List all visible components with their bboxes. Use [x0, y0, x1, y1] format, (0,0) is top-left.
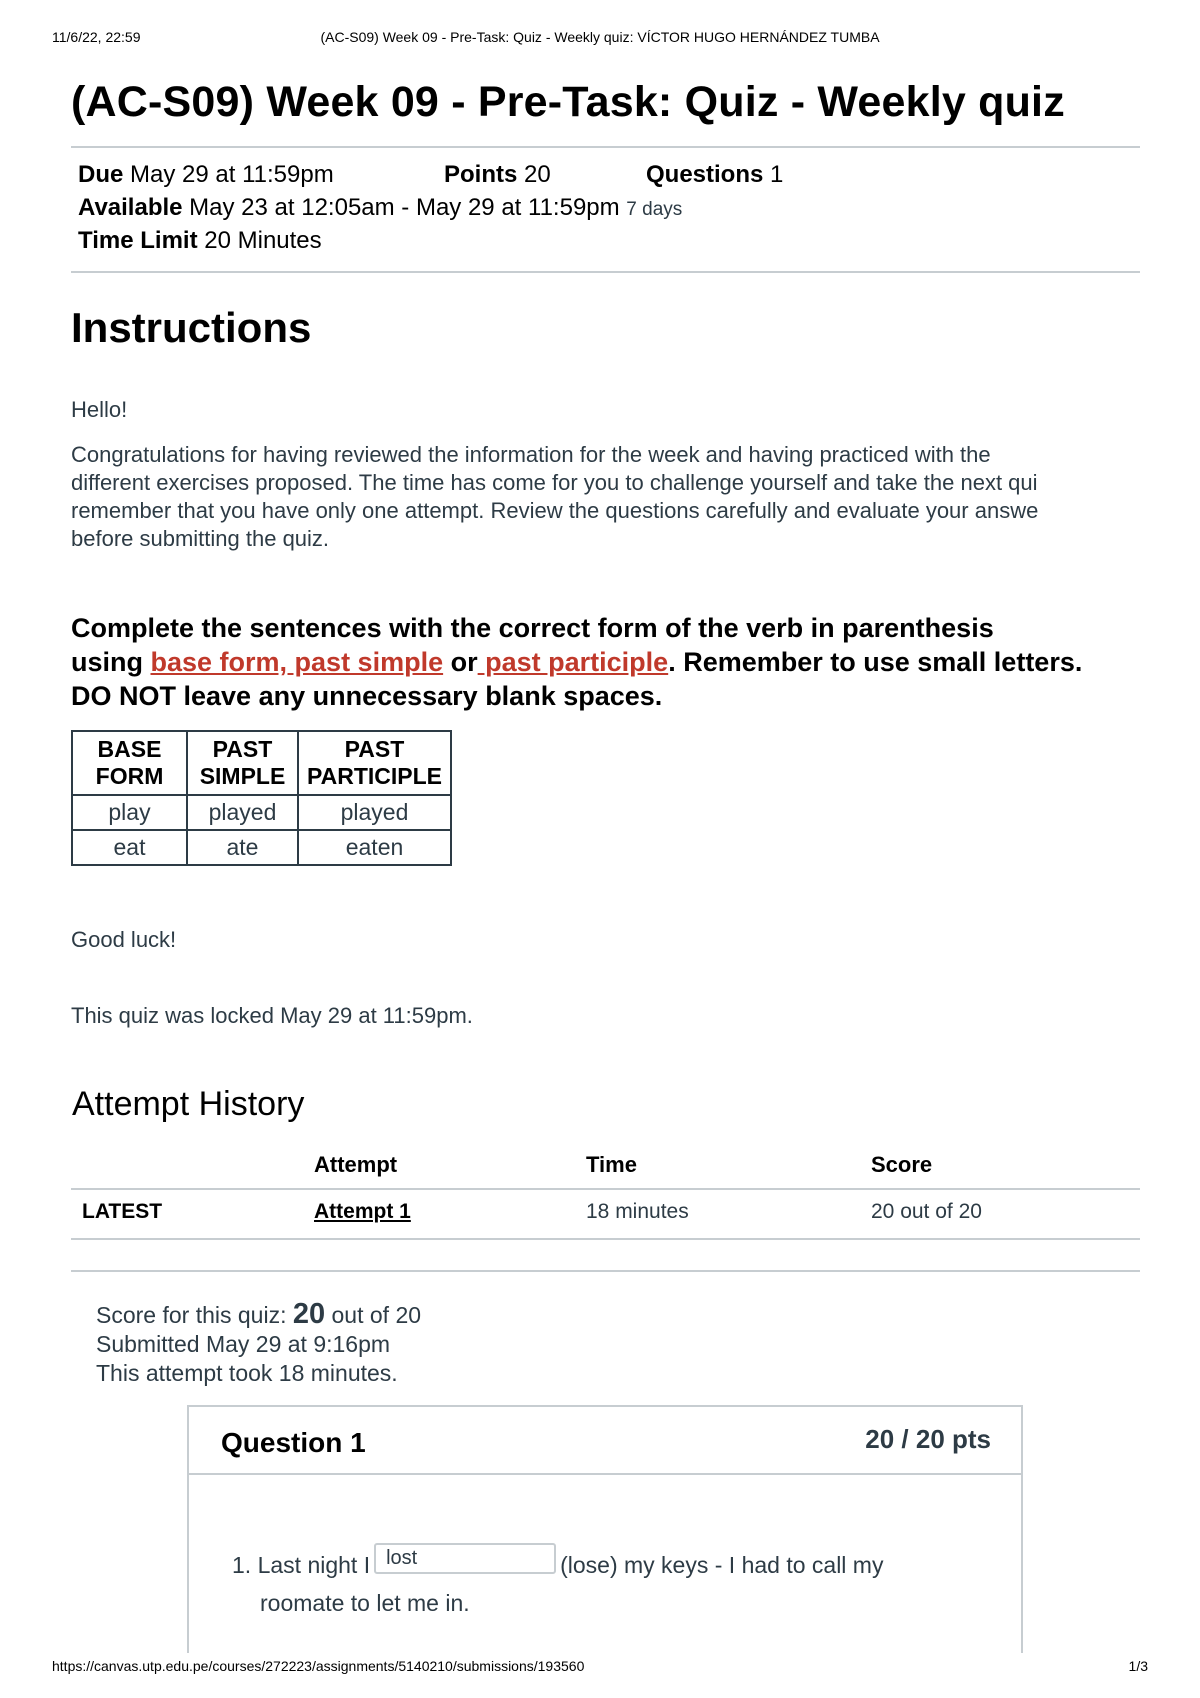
- table-header: BASE FORM: [72, 731, 187, 795]
- good-luck-text: Good luck!: [71, 927, 177, 952]
- question-points: 20 / 20 pts: [865, 1424, 991, 1454]
- question-item-continued: roomate to let me in.: [260, 1590, 470, 1616]
- time-limit-info: Time Limit 20 Minutes: [78, 227, 322, 254]
- attempt-history-header: Attempt Time Score: [314, 1152, 933, 1177]
- divider: [71, 1238, 1140, 1240]
- latest-label: LATEST: [82, 1200, 163, 1223]
- submitted-time: Submitted May 29 at 9:16pm: [96, 1331, 391, 1357]
- due-info: Due May 29 at 11:59pm: [78, 161, 334, 188]
- attempt-time: 18 minutes: [586, 1200, 689, 1223]
- table-row: [71, 1200, 1140, 1240]
- questions-info: Questions 1: [646, 161, 784, 188]
- available-duration: 7 days: [626, 199, 683, 220]
- task-instructions: Complete the sentences with the correct form of the verb in parenthesis using base form, past simple or past participle. Remember to use small letters. DO NOT leave any unnecessary blank spaces.: [71, 613, 1083, 711]
- table-row: eat ate eaten: [72, 830, 451, 865]
- instructions-body: Congratulations for having reviewed the information for the week and having practiced with the different exercises proposed. The time has come for you to challenge yourself and take the next qui remember that you have only one attempt. Review the questions carefully and evaluate your answe before submitting the quiz.: [71, 442, 1039, 551]
- question-card: [187, 1405, 1023, 1653]
- score-summary: [96, 1300, 421, 1388]
- divider: [71, 146, 1140, 148]
- attempt-1-link[interactable]: Attempt 1: [314, 1200, 411, 1223]
- divider: [71, 271, 1140, 273]
- print-datetime: 11/6/22, 22:59: [52, 29, 141, 45]
- availability-info: Available May 23 at 12:05am - May 29 at 11:59pm 7 days: [78, 194, 683, 221]
- attempt-duration: This attempt took 18 minutes.: [96, 1360, 398, 1386]
- divider: [71, 1270, 1140, 1272]
- divider: [71, 1188, 1140, 1190]
- table-header: PAST PARTICIPLE: [298, 731, 451, 795]
- locked-notice: This quiz was locked May 29 at 11:59pm.: [71, 1003, 473, 1028]
- print-url: https://canvas.utp.edu.pe/courses/272223/assignments/5140210/submissions/193560: [52, 1658, 585, 1674]
- greeting-text: Hello!: [71, 397, 128, 422]
- print-footer: [52, 1658, 1148, 1678]
- print-doc-title: (AC-S09) Week 09 - Pre-Task: Quiz - Weekly quiz: VÍCTOR HUGO HERNÁNDEZ TUMBA: [320, 29, 880, 45]
- table-header: PAST SIMPLE: [187, 731, 298, 795]
- quiz-details: [78, 158, 784, 257]
- answer-input[interactable]: lost: [374, 1543, 556, 1574]
- table-row: play played played: [72, 795, 451, 830]
- highlight-past-participle: past participle: [477, 647, 669, 677]
- verb-forms-table: [71, 730, 452, 866]
- page-number: 1/3: [1128, 1658, 1148, 1674]
- quiz-score: Score for this quiz: 20 out of 20: [96, 1298, 422, 1330]
- page-title: (AC-S09) Week 09 - Pre-Task: Quiz - Weekly quiz: [71, 78, 1065, 126]
- highlight-base-past-simple: base form, past simple: [150, 647, 444, 677]
- question-title: Question 1: [221, 1427, 366, 1458]
- points-info: Points 20: [444, 161, 551, 188]
- question-header: [189, 1407, 1021, 1475]
- attempt-score: 20 out of 20: [871, 1200, 982, 1223]
- question-item: 1. Last night I lost (lose) my keys - I had to call my: [232, 1552, 883, 1579]
- print-header: [52, 29, 1148, 49]
- attempt-history-heading: Attempt History: [72, 1085, 305, 1123]
- instructions-heading: Instructions: [71, 304, 312, 351]
